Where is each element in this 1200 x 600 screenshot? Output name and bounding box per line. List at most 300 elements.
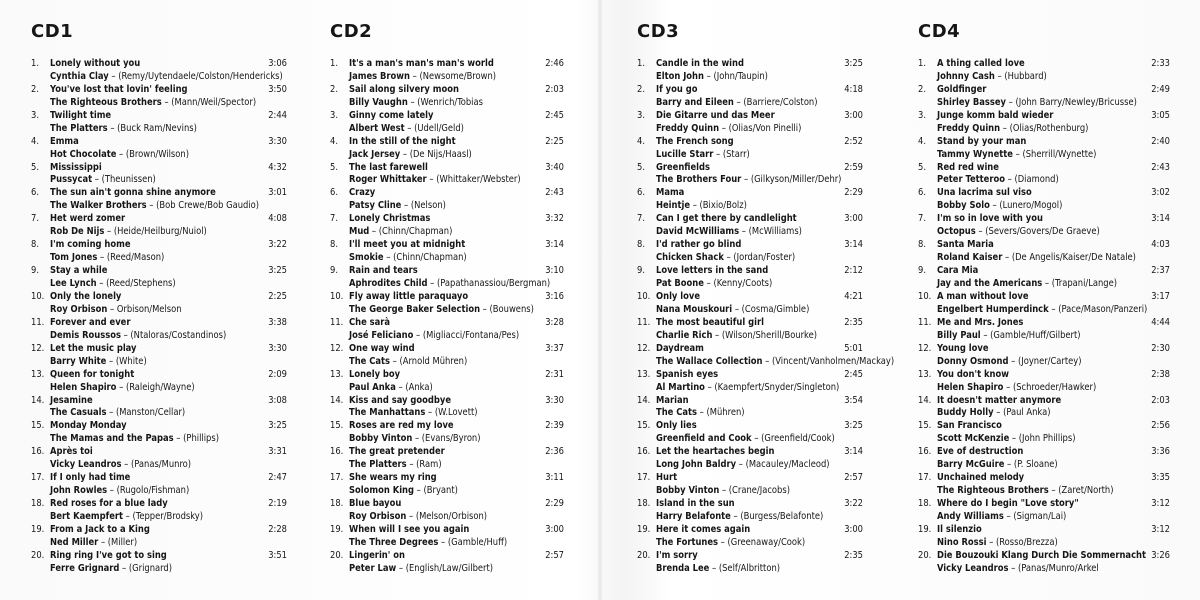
track-duration: 4:32 [268,161,287,173]
track-item [330,187,564,213]
track-writers: (Remy/Uytendaele/Colston/Hendericks) [118,70,283,82]
track-artist: Buddy Holly [937,407,994,419]
track-number: 14. [637,394,651,406]
track-writers: (Jordan/Foster) [733,252,796,264]
track-writers: (Zaret/North) [1058,485,1114,497]
track-item [918,109,1170,136]
track-writers: (Crane/Jacobs) [728,485,790,497]
track-writers: (Evans/Byron) [421,433,481,445]
track-number: 15. [31,420,45,432]
credit-separator: – [1005,96,1016,108]
track-credit [937,537,1058,550]
track-number: 1. [637,58,645,69]
track-title: Santa Maria [937,239,994,251]
credit-separator: – [425,407,435,419]
track-duration: 2:39 [545,420,564,432]
track-title: Kiss and say goodbye [349,394,451,406]
track-title: Let the heartaches begin [656,446,775,458]
track-item [330,135,564,162]
track-artist: Pussycat [50,174,93,186]
track-writers: (Gilkyson/Miller/Dehr) [750,174,842,186]
credit-separator: – [732,303,742,315]
track-item [31,420,287,446]
track-item [637,213,863,239]
track-writers: (Olias/Von Pinelli) [728,122,802,134]
track-number: 19. [330,524,344,536]
credit-separator: – [703,70,714,82]
credit-separator: – [1012,148,1023,160]
track-artist: The Cats [349,355,391,367]
track-number: 8. [918,239,926,251]
track-item [637,472,863,498]
credit-separator: – [369,226,379,238]
credit-separator: – [712,329,722,341]
track-title: Emma [50,135,79,147]
credit-separator: – [994,70,1005,82]
track-item [918,420,1170,446]
track-writers: (Paul Anka) [1003,407,1051,419]
track-writers: (Gamble/Huff) [447,536,508,548]
cd-column [637,20,895,576]
track-title: Roses are red my love [349,420,454,432]
track-title: Junge komm bald wieder [937,109,1054,121]
track-writers: (De Angelis/Kaiser/De Natale) [1011,252,1136,264]
track-number: 14. [31,394,45,406]
track-credit [349,433,481,446]
track-number: 15. [918,420,932,432]
track-title: The most beautiful girl [656,316,764,328]
credit-separator: – [407,96,418,108]
track-item [31,58,287,84]
track-title: The great pretender [349,446,445,458]
track-writers: (Arnold Mühren) [399,355,468,367]
track-duration: 2:35 [844,316,863,328]
credit-separator: – [989,200,1000,212]
track-item [918,316,1170,343]
track-number: 17. [918,472,932,484]
track-artist: Charlie Rich [656,329,713,341]
track-artist: Mud [349,226,370,238]
track-credit [50,356,147,369]
track-writers: (Macauley/Macleod) [745,459,830,471]
track-duration: 3:05 [1151,109,1170,121]
track-title: Crazy [349,187,376,199]
track-title: Eve of destruction [937,446,1024,458]
track-item [31,83,287,110]
track-item [31,109,287,136]
track-duration: 4:18 [844,83,863,95]
track-title: Ginny come lately [349,109,434,121]
track-artist: Greenfield and Cook [656,433,752,445]
track-item [918,265,1170,291]
track-credit [50,149,189,162]
track-duration: 3:30 [545,394,564,406]
track-duration: 4:21 [844,291,863,303]
track-title: Greenfields [656,161,711,173]
track-credit [656,200,747,213]
track-duration: 3:22 [268,239,287,251]
track-title: Che sarà [349,316,391,328]
track-credit [937,200,1062,213]
track-number: 2. [31,83,39,95]
credit-separator: – [736,459,746,471]
track-number: 20. [330,549,344,561]
track-number: 1. [918,58,926,69]
track-list [918,58,1170,576]
track-artist: The Three Degrees [349,536,439,548]
track-artist: Roy Orbison [349,511,407,523]
credit-separator: – [709,562,719,574]
track-writers: (Greenfield/Cook) [761,433,835,445]
track-title: The last farewell [349,161,428,173]
track-artist: Bobby Vinton [349,433,413,445]
track-item [918,83,1170,110]
track-artist: Ferre Grignard [50,562,120,574]
track-number: 7. [918,213,926,225]
track-artist: Albert West [349,122,405,134]
track-writers: (Newsome/Brown) [419,70,497,82]
track-artist: Tammy Wynette [937,148,1013,160]
track-artist: José Feliciano [349,329,414,341]
track-credit [349,537,507,550]
track-artist: Roy Orbison [50,303,108,315]
track-writers: (Barriere/Colston) [743,96,818,108]
track-title: Lonely boy [349,368,401,380]
credit-separator: – [383,252,394,264]
track-writers: (Migliacci/Fontana/Pes) [422,329,520,341]
track-credit [656,537,805,550]
track-artist: Peter Tetteroo [937,174,1005,186]
credit-separator: – [690,200,700,212]
track-duration: 2:47 [268,472,287,484]
track-credit [50,485,189,498]
track-item [31,524,287,550]
track-list [637,58,895,576]
track-credit [50,200,259,213]
track-title: Spanish eyes [656,368,719,380]
track-title: I'd rather go blind [656,239,742,251]
track-credit [937,563,1099,576]
track-list [31,58,287,576]
track-title: Young love [937,342,989,354]
track-credit [349,485,458,498]
credit-separator: – [1003,381,1013,393]
track-duration: 2:28 [268,524,287,536]
track-duration: 2:09 [268,368,287,380]
track-writers: (Severs/Govers/De Graeve) [985,226,1100,238]
track-artist: Vicky Leandros [937,562,1009,574]
track-item [31,135,287,162]
track-writers: (Udell/Geld) [414,122,464,134]
track-duration: 2:45 [545,109,564,121]
track-title: Forever and ever [50,316,131,328]
track-duration: 3:06 [268,58,287,69]
track-item [31,472,287,498]
track-item [637,394,863,421]
track-credit [656,459,830,472]
credit-separator: – [704,381,715,393]
track-title: Only love [656,291,701,303]
track-number: 20. [637,549,651,561]
track-title: I'm sorry [656,549,698,561]
track-title: The sun ain't gonna shine anymore [50,187,216,199]
track-writers: (Lunero/Mogol) [999,200,1063,212]
track-artist: Brenda Lee [656,562,710,574]
track-writers: (Wenrich/Tobias [417,96,483,108]
track-title: Blue bayou [349,498,402,510]
track-duration: 2:45 [844,368,863,380]
cd-column [918,20,1170,576]
track-title: Il silenzio [937,524,982,536]
track-duration: 3:00 [844,109,863,121]
track-title: Stay a while [50,265,108,277]
track-duration: 3:12 [1151,524,1170,536]
track-title: Hurt [656,472,678,484]
track-duration: 3:14 [844,446,863,458]
track-artist: The Fortunes [656,536,719,548]
track-number: 17. [637,472,651,484]
track-duration: 3:28 [545,316,564,328]
track-credit [656,407,745,420]
track-title: Unchained melody [937,472,1025,484]
track-title: Here it comes again [656,524,751,536]
track-artist: Patsy Cline [349,200,402,212]
track-number: 5. [637,161,645,173]
track-credit [50,123,197,136]
track-title: Jesamine [50,394,93,406]
track-number: 9. [330,265,338,277]
track-writers: (Reed/Stephens) [106,278,176,290]
track-number: 18. [918,498,932,510]
track-credit [50,382,195,395]
track-item [330,213,564,239]
track-title: Goldfinger [937,83,987,95]
track-item [330,265,564,291]
track-title: Lingerin' on [349,549,405,561]
track-artist: Pat Boone [656,278,704,290]
track-title: Queen for tonight [50,368,135,380]
track-duration: 3:35 [1151,472,1170,484]
track-number: 9. [918,265,926,277]
track-number: 4. [918,135,926,147]
track-number: 8. [31,239,39,251]
track-number: 8. [637,239,645,251]
track-credit [349,123,464,136]
track-credit [937,459,1058,472]
credit-separator: – [396,562,406,574]
track-number: 5. [918,161,926,173]
track-number: 9. [31,265,39,277]
track-credit [937,71,1047,84]
credit-separator: – [116,381,126,393]
track-item [637,239,863,265]
track-writers: (Joyner/Cartey) [1017,355,1082,367]
track-artist: The Platters [349,459,407,471]
track-item [918,342,1170,369]
track-number: 6. [31,187,39,199]
track-credit [50,71,283,84]
track-number: 4. [31,135,39,147]
track-duration: 3:30 [268,135,287,147]
track-number: 2. [330,83,338,95]
track-title: I'm so in love with you [937,213,1043,225]
track-duration: 2:57 [844,472,863,484]
track-writers: (Kaempfert/Snyder/Singleton) [714,381,840,393]
track-number: 14. [918,394,932,406]
cd-heading: CD3 [637,21,680,42]
track-credit [937,485,1114,498]
track-duration: 3:01 [268,187,287,199]
credit-separator: – [107,303,117,315]
track-duration: 2:03 [545,83,564,95]
track-writers: (Nelson) [410,200,446,212]
track-item [918,368,1170,395]
track-artist: The Righteous Brothers [937,485,1049,497]
track-item [330,472,564,498]
track-credit [656,278,772,291]
credit-separator: – [107,122,118,134]
credit-separator: – [120,329,131,341]
track-writers: (Mann/Weil/Spector) [171,96,257,108]
track-item [637,420,863,446]
track-list [330,58,564,576]
track-artist: Nana Mouskouri [656,303,733,315]
track-credit [50,174,156,187]
track-number: 12. [330,342,344,354]
track-duration: 3:02 [1151,187,1170,199]
credit-separator: – [719,485,729,497]
credit-separator: – [406,459,417,471]
track-credit [50,97,256,110]
track-title: When will I see you again [349,524,470,536]
credit-separator: – [108,70,119,82]
track-writers: (Raleigh/Wayne) [125,381,195,393]
credit-separator: – [739,226,749,238]
track-number: 7. [637,213,645,225]
track-item [918,524,1170,550]
track-writers: (Chinn/Chapman) [393,252,467,264]
track-artist: The Walker Brothers [50,200,147,212]
track-artist: Smokie [349,252,384,264]
credit-separator: – [173,433,184,445]
credit-separator: – [713,148,723,160]
track-duration: 2:19 [268,498,287,510]
track-credit [349,459,442,472]
track-duration: 2:29 [545,498,564,510]
credit-separator: – [395,381,406,393]
track-duration: 3:50 [268,83,287,95]
track-credit [50,407,185,420]
track-artist: Demis Roussos [50,329,121,341]
credit-separator: – [400,148,410,160]
track-writers: (Panas/Munro/Arkel [1018,562,1099,574]
track-artist: Peter Law [349,562,397,574]
track-duration: 2:44 [268,109,287,121]
credit-separator: – [413,329,423,341]
credit-separator: – [980,329,991,341]
credit-separator: – [98,536,108,548]
track-item [330,498,564,524]
track-item [31,498,287,524]
track-duration: 4:03 [1151,239,1170,251]
track-item [637,58,863,84]
track-number: 16. [637,446,651,458]
track-item [637,161,863,188]
track-writers: (Mühren) [706,407,745,419]
track-duration: 3:08 [268,394,287,406]
track-duration: 4:44 [1151,316,1170,328]
track-number: 3. [31,109,39,121]
track-artist: Freddy Quinn [937,122,1001,134]
track-item [330,446,564,472]
track-duration: 2:40 [1151,135,1170,147]
track-writers: (Schroeder/Hawker) [1012,381,1097,393]
cd-heading: CD1 [31,21,74,42]
track-writers: (Vincent/Vanholmen/Mackay) [772,355,895,367]
track-number: 11. [330,316,344,328]
track-credit [656,123,801,136]
track-writers: (Panas/Munro) [131,459,192,471]
track-writers: (English/Law/Gilbert) [405,562,494,574]
track-artist: Barry and Eileen [656,96,734,108]
track-title: Twilight time [50,109,112,121]
track-credit [349,278,550,291]
track-credit [656,97,818,110]
credit-separator: – [1048,485,1059,497]
track-number: 1. [330,58,338,69]
track-writers: (Gamble/Huff/Gilbert) [990,329,1081,341]
track-artist: Billy Vaughn [349,96,408,108]
track-credit [656,174,841,187]
track-item [637,265,863,291]
track-credit [937,330,1081,343]
track-writers: (Wilson/Sherill/Bourke) [721,329,817,341]
credit-separator: – [106,407,116,419]
track-credit [50,433,219,446]
track-title: Candle in the wind [656,58,744,69]
track-number: 8. [330,239,338,251]
track-writers: (Manston/Cellar) [115,407,186,419]
track-writers: (Buck Ram/Nevins) [117,122,197,134]
track-title: Una lacrima sul viso [937,187,1032,199]
track-artist: The Wallace Collection [656,355,763,367]
track-credit [656,330,817,343]
track-credit [656,71,768,84]
track-credit [937,226,1100,239]
credit-separator: – [106,355,116,367]
credit-separator: – [733,96,744,108]
track-writers: (Rosso/Brezza) [996,536,1058,548]
track-writers: (Ram) [416,459,442,471]
track-number: 19. [637,524,651,536]
track-credit [937,511,1066,524]
track-writers: (Grignard) [128,562,172,574]
track-number: 3. [330,109,338,121]
track-artist: Shirley Bassey [937,96,1006,108]
track-credit [349,252,467,265]
track-credit [50,330,226,343]
track-artist: Barry McGuire [937,459,1005,471]
track-number: 13. [918,368,932,380]
track-writers: (Trapani/Lange) [1051,278,1118,290]
track-item [330,368,564,395]
credit-separator: – [986,536,996,548]
track-credit [50,278,176,291]
track-credit [349,149,472,162]
credit-separator: – [426,174,437,186]
track-artist: Lucille Starr [656,148,714,160]
track-number: 17. [330,472,344,484]
